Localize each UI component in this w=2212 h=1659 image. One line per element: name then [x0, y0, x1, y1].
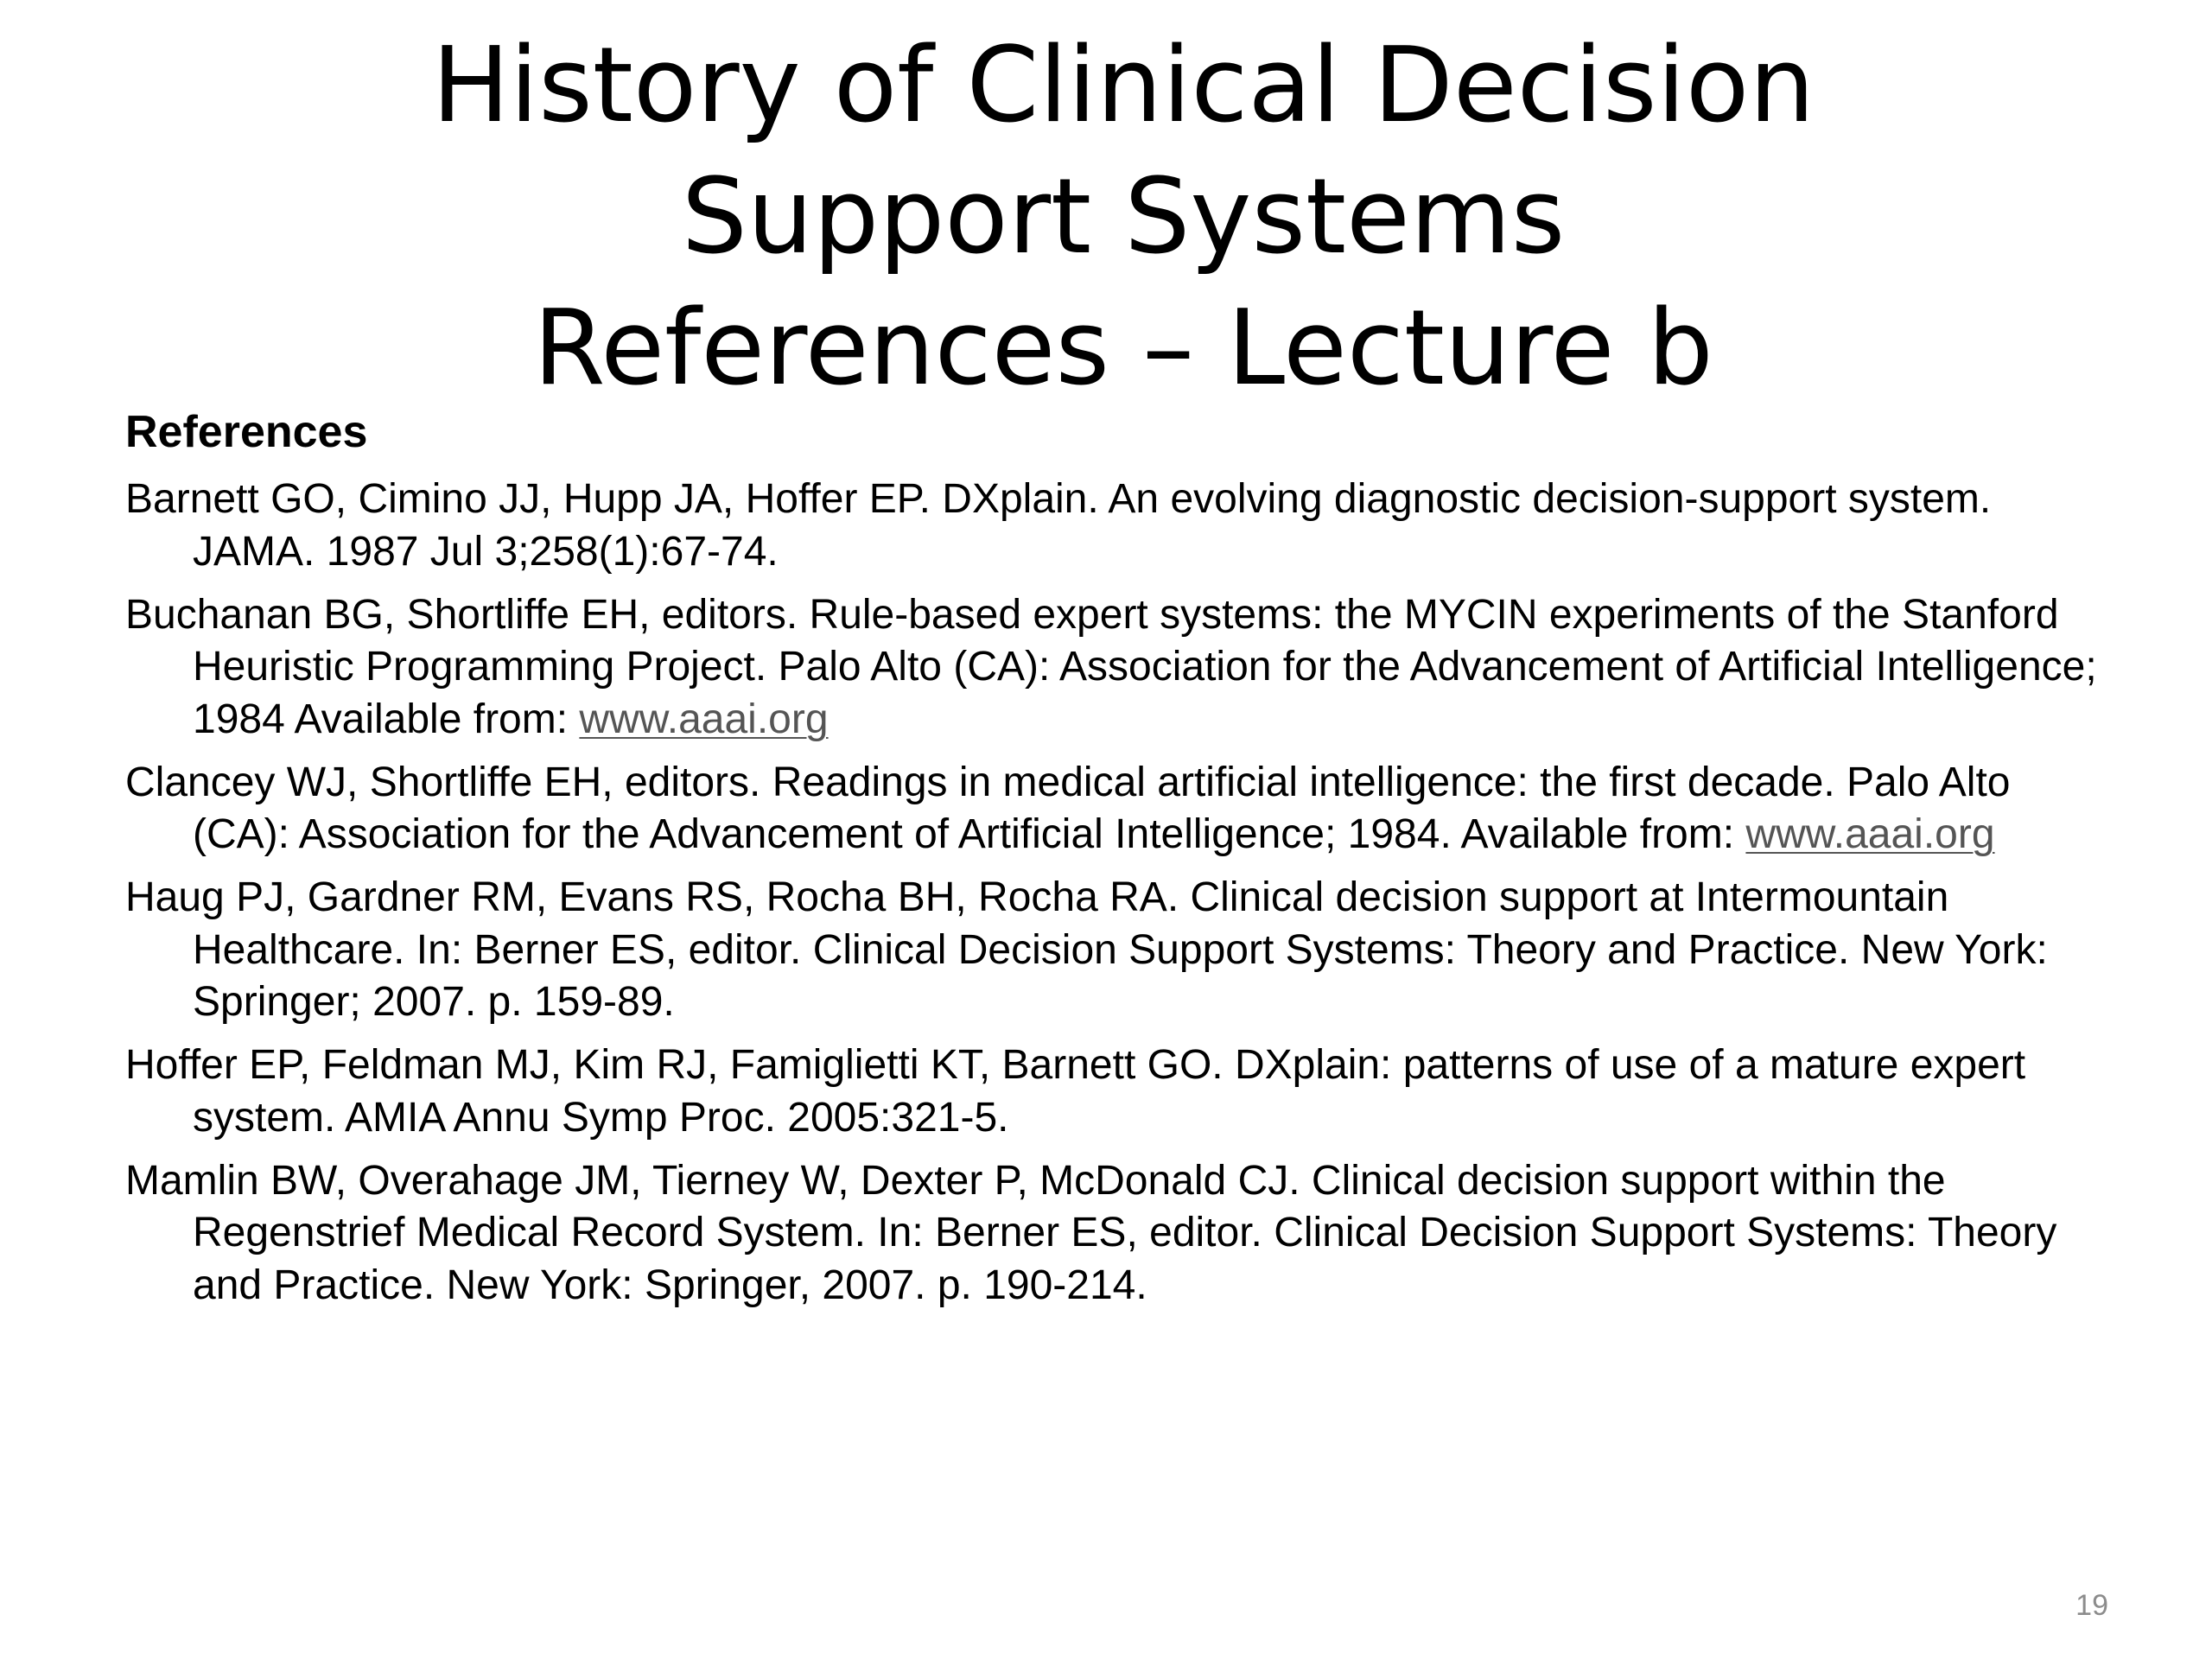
reference-text: Hoffer EP, Feldman MJ, Kim RJ, Famiglietti KT, Barnett GO. DXplain: patterns of use of a mature expert system. AMIA Annu Symp Proc. 2005:321-5. — [125, 1042, 2026, 1141]
reference-item-hoffer — [125, 1039, 2113, 1144]
slide-title — [173, 21, 2074, 415]
reference-list — [125, 474, 2113, 1323]
reference-text: Haug PJ, Gardner RM, Evans RS, Rocha BH, Rocha RA. Clinical decision support at Intermountain Healthcare. In: Berner ES, editor. Clinical Decision Support Systems: Theory and Practice. New York: Springer; 2007. p. 159-89. — [125, 874, 2048, 1025]
reference-item-mamlin — [125, 1155, 2113, 1313]
slide-title-line-1: History of Clinical Decision — [431, 26, 1815, 146]
reference-item-buchanan — [125, 589, 2113, 747]
references-heading: References — [125, 407, 368, 457]
reference-item-barnett — [125, 474, 2113, 578]
slide-title-line-2: Support Systems — [681, 157, 1566, 277]
aaai-link[interactable]: www.aaai.org — [579, 696, 829, 742]
reference-text: Clancey WJ, Shortliffe EH, editors. Readings in medical artificial intelligence: the first decade. Palo Alto (CA): Association for the Advancement of Artificial Intelligence; 1984. Available from: — [125, 759, 2011, 857]
reference-text: Barnett GO, Cimino JJ, Hupp JA, Hoffer EP. DXplain. An evolving diagnostic decision-support system. JAMA. 1987 Jul 3;258(1):67-74. — [125, 476, 1992, 575]
reference-item-clancey — [125, 757, 2113, 861]
reference-text: Mamlin BW, Overahage JM, Tierney W, Dexter P, McDonald CJ. Clinical decision support within the Regenstrief Medical Record System. In: Berner ES, editor. Clinical Decision Support Systems: Theory and Practice. New York: Springer, 2007. p. 190-214. — [125, 1157, 2057, 1308]
reference-item-haug — [125, 872, 2113, 1029]
aaai-link[interactable]: www.aaai.org — [1745, 811, 1995, 857]
reference-text: Buchanan BG, Shortliffe EH, editors. Rule-based expert systems: the MYCIN experiments of the Stanford Heuristic Programming Project. Palo Alto (CA): Association for the Advancement of Artificial Intelligence; 1984 Available from: — [125, 591, 2097, 742]
page-number: 19 — [2075, 1589, 2108, 1622]
slide-title-line-3: References – Lecture b — [533, 289, 1713, 409]
